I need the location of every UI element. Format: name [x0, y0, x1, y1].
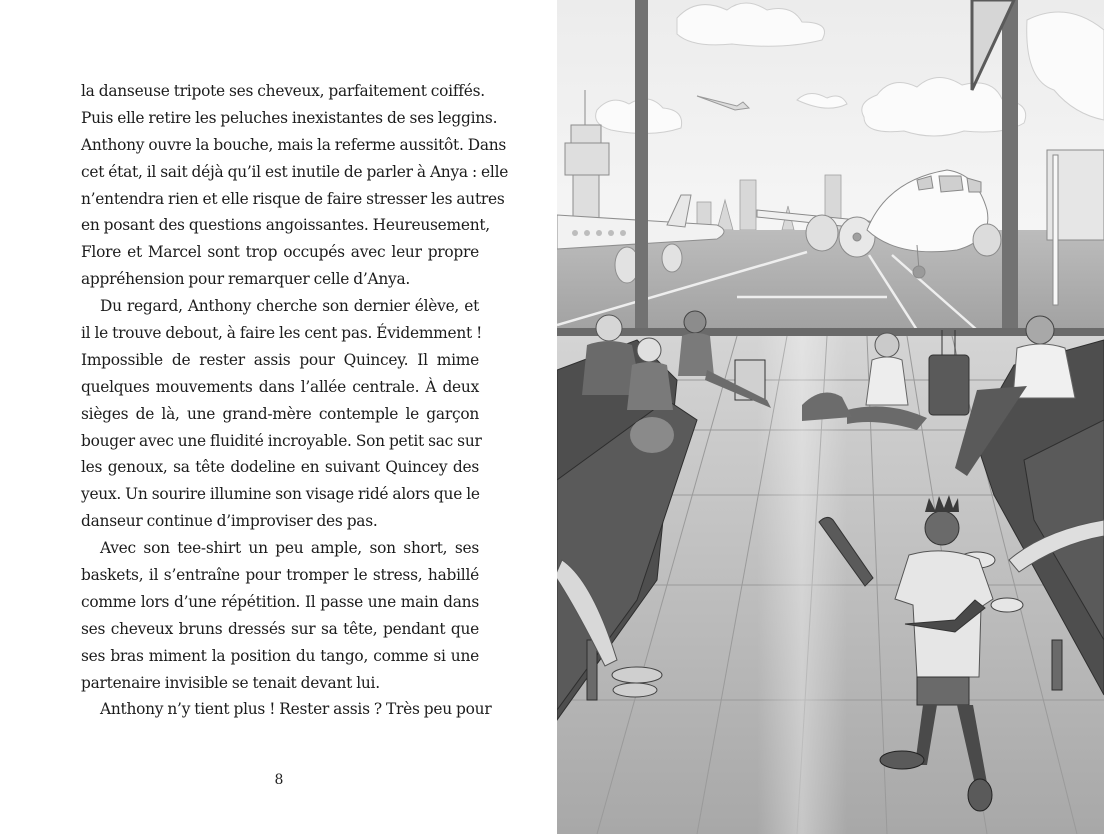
text-line: comme lors d’une répétition. Il passe une main dans [81, 592, 479, 611]
text-line: baskets, il s’entraîne pour tromper le stress, habillé [81, 566, 479, 585]
text-line: en posant des questions angoissantes. Heureusement, [81, 216, 490, 235]
text-line: ses bras miment la position du tango, comme si une [81, 646, 479, 665]
text-line: la danseuse tripote ses cheveux, parfaitement coiffés. [81, 82, 485, 100]
text-line: quelques mouvements dans l’allée centrale. À deux [81, 377, 479, 396]
text-line: n’entendra rien et elle risque de faire stresser les autres [81, 189, 505, 208]
text-line: sièges de là, une grand-mère contemple le garçon [81, 404, 479, 423]
text-line: Avec son tee-shirt un peu ample, son short, ses [100, 539, 479, 558]
text-line: partenaire invisible se tenait devant lui. [81, 673, 380, 692]
text-line: appréhension pour remarquer celle d’Anya. [81, 270, 411, 289]
text-line: yeux. Un sourire illumine son visage ridé alors que le [81, 485, 480, 504]
text-line: les genoux, sa tête dodeline en suivant Quincey des [81, 458, 479, 477]
text-line: danseur continue d’improviser des pas. [81, 512, 378, 531]
text-line: Anthony n’y tient plus ! Rester assis ? Très peu pour [100, 700, 492, 719]
body-text [81, 78, 509, 723]
text-line: bouger avec une fluidité incroyable. Son petit sac sur [81, 431, 482, 450]
text-line: Puis elle retire les peluches inexistantes de ses leggins. [81, 108, 498, 127]
airport-lounge-illustration [557, 0, 1104, 834]
text-line: Impossible de rester assis pour Quincey. Il mime [81, 350, 479, 369]
page-number: 8 [274, 772, 284, 788]
text-line: ses cheveux bruns dressés sur sa tête, pendant que [81, 619, 479, 638]
text-line: cet état, il sait déjà qu’il est inutile de parler à Anya : elle [81, 162, 509, 181]
text-line: il le trouve debout, à faire les cent pas. Évidemment ! [81, 324, 483, 343]
illustration-page [557, 0, 1104, 834]
text-line: Anthony ouvre la bouche, mais la referme aussitôt. Dans [81, 135, 507, 154]
text-line: Flore et Marcel sont trop occupés avec leur propre [81, 243, 479, 262]
text-line: Du regard, Anthony cherche son dernier élève, et [100, 297, 479, 316]
